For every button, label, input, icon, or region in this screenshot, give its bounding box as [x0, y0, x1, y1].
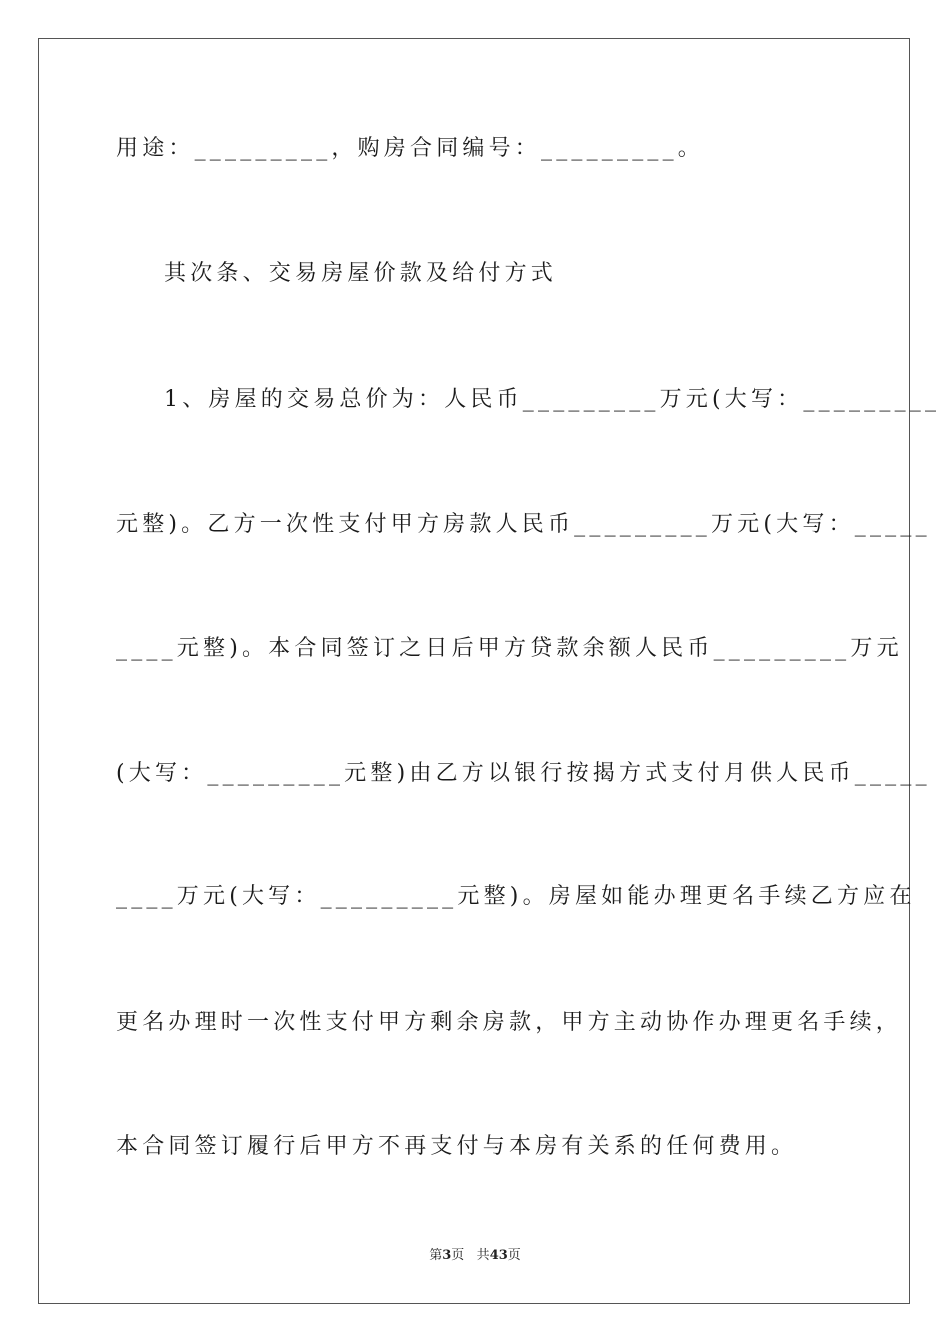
text-line-clause-1-cont-2: ____元整)。本合同签订之日后甲方贷款余额人民币_________万元	[116, 636, 903, 661]
page-border	[38, 38, 941, 1304]
page-number-total: 43	[489, 1248, 508, 1263]
text-line-clause-1-cont-5: 更名办理时一次性支付甲方剩余房款，甲方主动协作办理更名手续，	[116, 1010, 903, 1035]
text-line-usage: 用途：_________，购房合同编号：_________。	[116, 136, 705, 161]
text-line-clause-1-cont-4: ____万元(大写：_________元整)。房屋如能办理更名手续乙方应在	[116, 884, 916, 909]
text-line-clause-1-cont-3: (大写：_________元整)由乙方以银行按揭方式支付月供人民币_____	[116, 761, 931, 786]
total-prefix: 共	[476, 1248, 490, 1263]
section-heading-price-payment: 其次条、交易房屋价款及给付方式	[164, 261, 558, 286]
page-footer	[0, 1247, 950, 1265]
page-number-current: 3	[442, 1248, 452, 1263]
text-line-clause-1: 1、房屋的交易总价为：人民币_________万元(大写：_________	[164, 387, 941, 412]
page-prefix: 第	[429, 1248, 443, 1263]
text-line-clause-1-cont-6: 本合同签订履行后甲方不再支付与本房有关系的任何费用。	[116, 1134, 798, 1159]
page-unit: 页	[451, 1248, 465, 1263]
text-line-clause-1-cont-1: 元整)。乙方一次性支付甲方房款人民币_________万元(大写：_____	[116, 512, 931, 537]
total-unit: 页	[507, 1248, 521, 1263]
